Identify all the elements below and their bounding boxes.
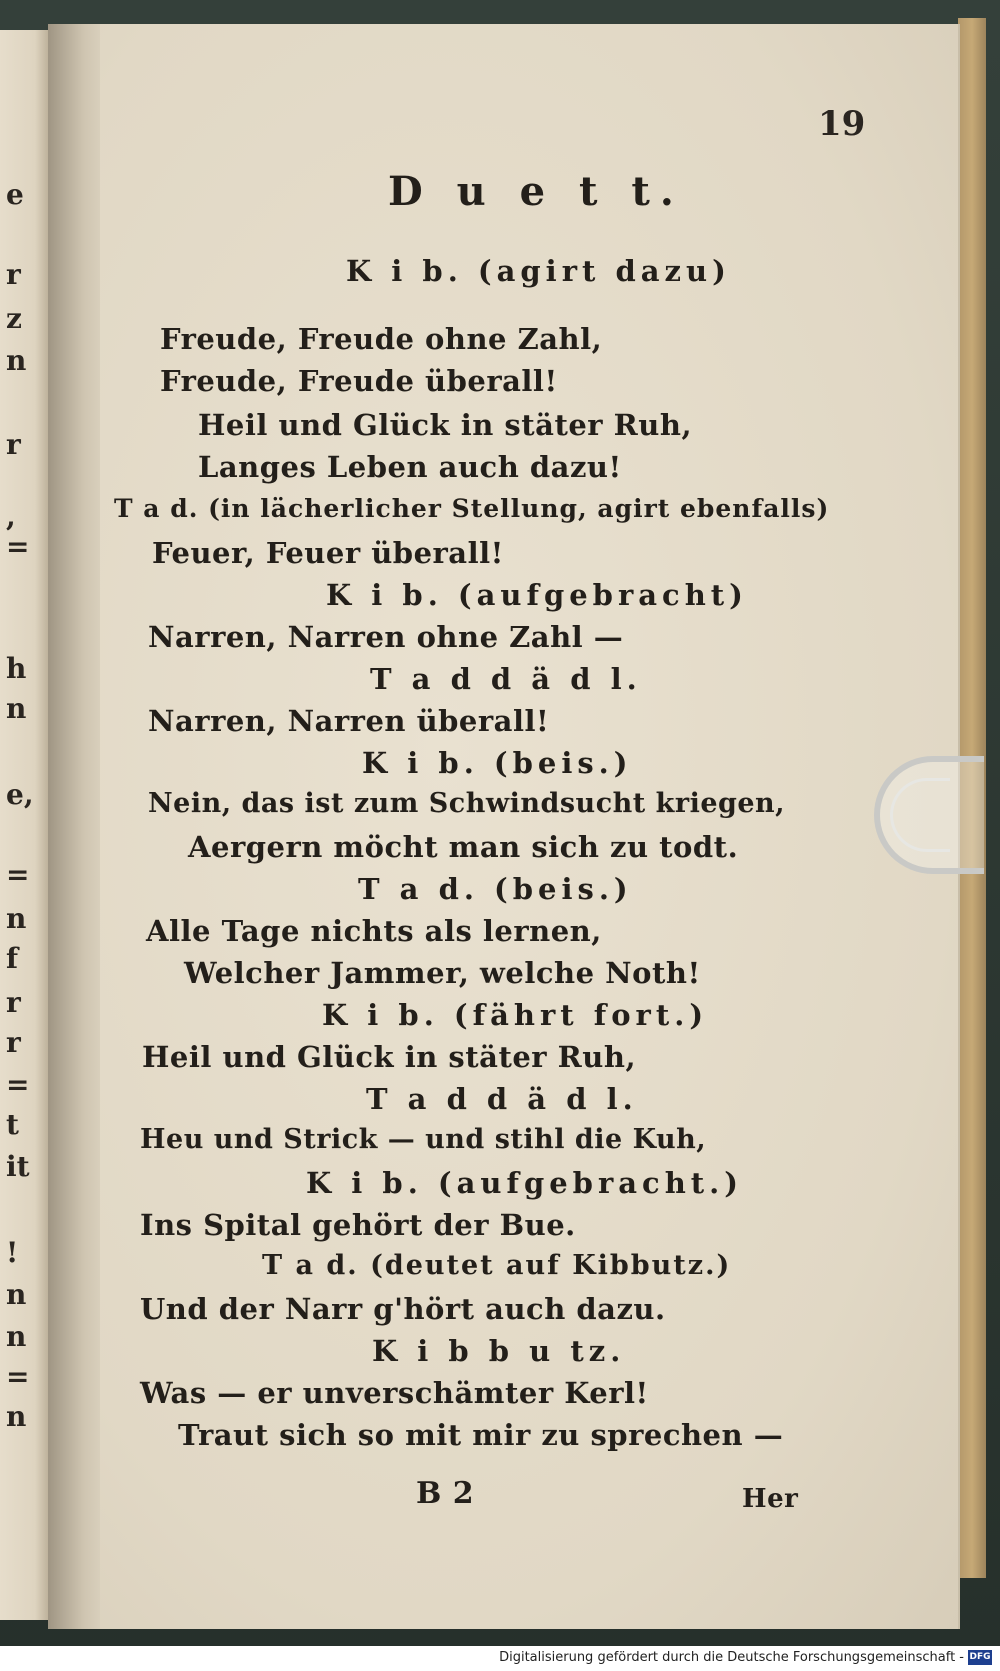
speaker-line: K i b. (agirt dazu)	[346, 254, 731, 288]
verse-line: Narren, Narren überall!	[148, 704, 550, 738]
speaker-line: T a d d ä d l.	[366, 1082, 638, 1116]
verse-line: Und der Narr g'hört auch dazu.	[140, 1292, 666, 1326]
verse-line: Langes Leben auch dazu!	[198, 450, 622, 484]
verse-line: Heil und Glück in stäter Ruh,	[142, 1040, 637, 1074]
facing-page-fragment: h	[6, 652, 27, 685]
verse-line: Narren, Narren ohne Zahl —	[148, 620, 624, 654]
facing-page-fragment: n	[6, 344, 27, 377]
facing-page-fragment: r	[6, 258, 21, 291]
facing-page-fragment: r	[6, 428, 21, 461]
facing-page-fragment: =	[6, 1360, 30, 1393]
facing-page-fragment: =	[6, 530, 30, 563]
verse-line: Heu und Strick — und stihl die Kuh,	[140, 1124, 707, 1155]
facing-page-fragment: n	[6, 1400, 27, 1433]
facing-page-fragment: n	[6, 692, 27, 725]
verse-line: Alle Tage nichts als lernen,	[146, 914, 602, 948]
verse-line: Feuer, Feuer überall!	[152, 536, 504, 570]
verse-line: Was — er unverschämter Kerl!	[140, 1376, 649, 1410]
signature-mark: B 2	[416, 1476, 475, 1511]
speaker-line: T a d d ä d l.	[370, 662, 642, 696]
verse-line: Aergern möcht man sich zu todt.	[188, 830, 739, 864]
verse-line: Traut sich so mit mir zu sprechen —	[178, 1418, 784, 1452]
speaker-line: T a d. (beis.)	[358, 872, 633, 906]
facing-page-fragment: e	[6, 178, 24, 211]
verse-line: Welcher Jammer, welche Noth!	[184, 956, 701, 990]
facing-page-fragment: n	[6, 1320, 27, 1353]
facing-page-fragment: n	[6, 902, 27, 935]
verse-line: Freude, Freude ohne Zahl,	[160, 322, 603, 356]
facing-page-fragment: !	[6, 1236, 19, 1269]
speaker-line: T a d. (in lächerlicher Stellung, agirt ebenfalls)	[114, 494, 830, 523]
digitization-credit: Digitalisierung gefördert durch die Deutsche Forschungsgemeinschaft -	[499, 1650, 964, 1665]
facing-page-fragment: r	[6, 986, 21, 1019]
facing-page-fragment: =	[6, 1068, 30, 1101]
speaker-line: K i b. (aufgebracht.)	[306, 1166, 743, 1200]
speaker-line: T a d. (deutet auf Kibbutz.)	[262, 1250, 732, 1281]
facing-page-fragment: e,	[6, 778, 34, 811]
catchword: Her	[742, 1484, 799, 1514]
page-title: D u e t t.	[388, 168, 684, 215]
facing-page-fragment: ,	[6, 500, 16, 533]
book-gutter	[48, 24, 108, 1629]
verse-line: Heil und Glück in stäter Ruh,	[198, 408, 693, 442]
facing-page-fragment: =	[6, 858, 30, 891]
speaker-line: K i b. (aufgebracht)	[326, 578, 748, 612]
verse-line: Freude, Freude überall!	[160, 364, 558, 398]
facing-page-fragment: z	[6, 302, 22, 335]
speaker-line: K i b b u tz.	[372, 1334, 626, 1368]
dfg-logo: DFG	[968, 1650, 992, 1665]
facing-page-fragment: t	[6, 1108, 19, 1141]
verse-line: Nein, das ist zum Schwindsucht kriegen,	[148, 788, 786, 819]
page-number: 19	[818, 104, 866, 144]
facing-page-left	[0, 30, 50, 1620]
facing-page-fragment: n	[6, 1278, 27, 1311]
facing-page-fragment: r	[6, 1026, 21, 1059]
verse-line: Ins Spital gehört der Bue.	[140, 1208, 576, 1242]
speaker-line: K i b. (beis.)	[362, 746, 633, 780]
facing-page-fragment: f	[6, 942, 19, 975]
speaker-line: K i b. (fährt fort.)	[322, 998, 709, 1032]
facing-page-fragment: it	[6, 1150, 30, 1183]
